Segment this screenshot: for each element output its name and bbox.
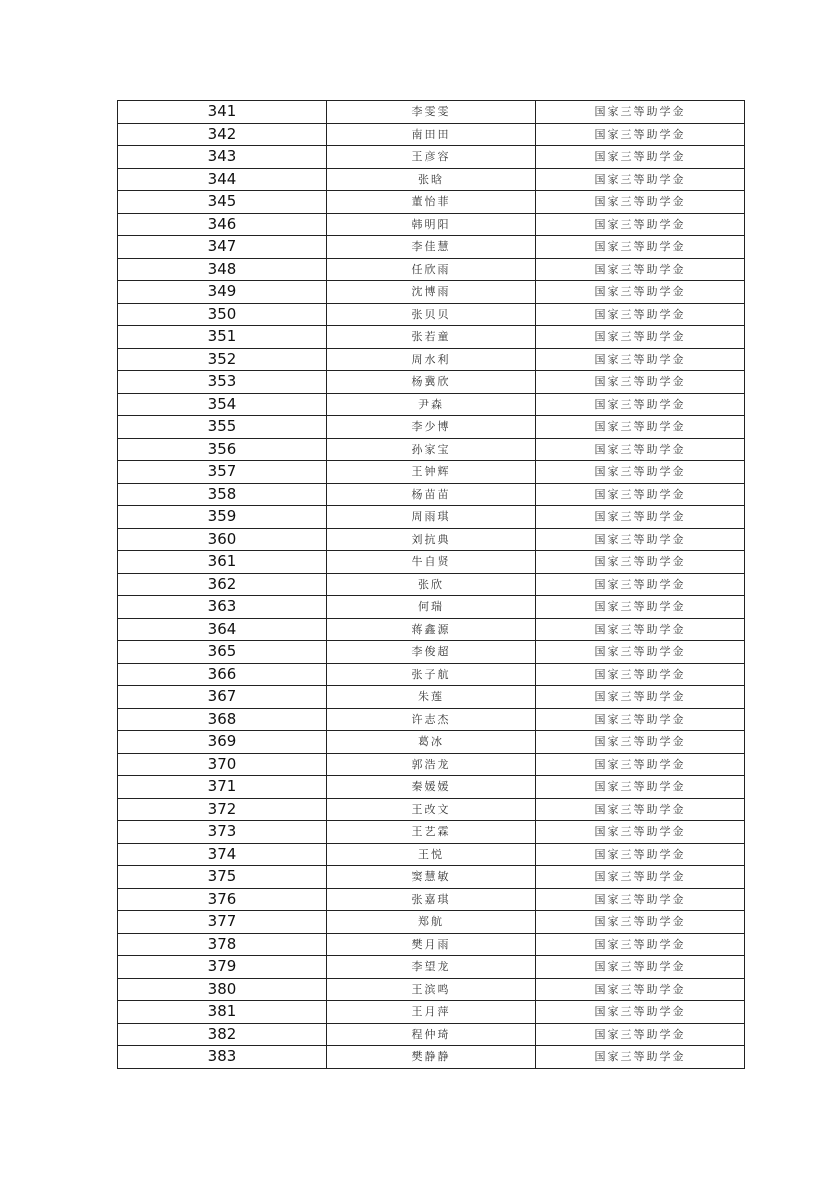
award-type-cell: 国家三等助学金 xyxy=(536,1023,745,1046)
serial-number-cell: 366 xyxy=(118,663,327,686)
award-type-cell: 国家三等助学金 xyxy=(536,911,745,934)
table-row xyxy=(118,528,745,551)
table-row xyxy=(118,236,745,259)
student-name-cell: 尹森 xyxy=(327,393,536,416)
serial-number-cell: 362 xyxy=(118,573,327,596)
student-name-cell: 牛自贤 xyxy=(327,551,536,574)
serial-number-cell: 380 xyxy=(118,978,327,1001)
table-row xyxy=(118,213,745,236)
student-name-cell: 许志杰 xyxy=(327,708,536,731)
award-type-cell: 国家三等助学金 xyxy=(536,821,745,844)
serial-number-cell: 372 xyxy=(118,798,327,821)
student-name-cell: 葛冰 xyxy=(327,731,536,754)
award-list-table xyxy=(117,100,745,1069)
award-type-cell: 国家三等助学金 xyxy=(536,731,745,754)
award-type-cell: 国家三等助学金 xyxy=(536,708,745,731)
table-row xyxy=(118,101,745,124)
table-row xyxy=(118,146,745,169)
award-type-cell: 国家三等助学金 xyxy=(536,506,745,529)
table-row xyxy=(118,258,745,281)
student-name-cell: 王艺霖 xyxy=(327,821,536,844)
student-name-cell: 孙家宝 xyxy=(327,438,536,461)
table-row xyxy=(118,641,745,664)
award-type-cell: 国家三等助学金 xyxy=(536,798,745,821)
serial-number-cell: 374 xyxy=(118,843,327,866)
award-type-cell: 国家三等助学金 xyxy=(536,416,745,439)
award-type-cell: 国家三等助学金 xyxy=(536,663,745,686)
table-row xyxy=(118,1023,745,1046)
student-name-cell: 王彦容 xyxy=(327,146,536,169)
award-type-cell: 国家三等助学金 xyxy=(536,843,745,866)
award-type-cell: 国家三等助学金 xyxy=(536,326,745,349)
student-name-cell: 杨苗苗 xyxy=(327,483,536,506)
serial-number-cell: 347 xyxy=(118,236,327,259)
serial-number-cell: 360 xyxy=(118,528,327,551)
student-name-cell: 张嘉琪 xyxy=(327,888,536,911)
award-type-cell: 国家三等助学金 xyxy=(536,281,745,304)
student-name-cell: 张若童 xyxy=(327,326,536,349)
award-type-cell: 国家三等助学金 xyxy=(536,618,745,641)
award-type-cell: 国家三等助学金 xyxy=(536,551,745,574)
serial-number-cell: 382 xyxy=(118,1023,327,1046)
table-row xyxy=(118,956,745,979)
student-name-cell: 李望龙 xyxy=(327,956,536,979)
student-name-cell: 张子航 xyxy=(327,663,536,686)
student-name-cell: 李雯雯 xyxy=(327,101,536,124)
table-row xyxy=(118,843,745,866)
table-row xyxy=(118,663,745,686)
serial-number-cell: 377 xyxy=(118,911,327,934)
student-name-cell: 任欣雨 xyxy=(327,258,536,281)
student-name-cell: 蒋鑫源 xyxy=(327,618,536,641)
serial-number-cell: 371 xyxy=(118,776,327,799)
student-name-cell: 韩明阳 xyxy=(327,213,536,236)
student-name-cell: 郑航 xyxy=(327,911,536,934)
award-type-cell: 国家三等助学金 xyxy=(536,933,745,956)
student-name-cell: 李少博 xyxy=(327,416,536,439)
table-row xyxy=(118,393,745,416)
student-name-cell: 王悦 xyxy=(327,843,536,866)
serial-number-cell: 381 xyxy=(118,1001,327,1024)
table-row xyxy=(118,371,745,394)
serial-number-cell: 348 xyxy=(118,258,327,281)
award-type-cell: 国家三等助学金 xyxy=(536,236,745,259)
student-name-cell: 窦慧敏 xyxy=(327,866,536,889)
student-name-cell: 王改文 xyxy=(327,798,536,821)
student-name-cell: 樊月雨 xyxy=(327,933,536,956)
serial-number-cell: 346 xyxy=(118,213,327,236)
serial-number-cell: 341 xyxy=(118,101,327,124)
student-name-cell: 张晗 xyxy=(327,168,536,191)
serial-number-cell: 368 xyxy=(118,708,327,731)
student-name-cell: 沈博雨 xyxy=(327,281,536,304)
student-name-cell: 刘抗典 xyxy=(327,528,536,551)
award-type-cell: 国家三等助学金 xyxy=(536,753,745,776)
award-type-cell: 国家三等助学金 xyxy=(536,866,745,889)
award-type-cell: 国家三等助学金 xyxy=(536,371,745,394)
award-type-cell: 国家三等助学金 xyxy=(536,191,745,214)
award-type-cell: 国家三等助学金 xyxy=(536,483,745,506)
serial-number-cell: 353 xyxy=(118,371,327,394)
serial-number-cell: 357 xyxy=(118,461,327,484)
table-row xyxy=(118,281,745,304)
table-row xyxy=(118,326,745,349)
student-name-cell: 王钟辉 xyxy=(327,461,536,484)
serial-number-cell: 379 xyxy=(118,956,327,979)
student-name-cell: 李俊超 xyxy=(327,641,536,664)
serial-number-cell: 345 xyxy=(118,191,327,214)
student-name-cell: 李佳慧 xyxy=(327,236,536,259)
award-list-body xyxy=(118,101,745,1069)
serial-number-cell: 365 xyxy=(118,641,327,664)
award-type-cell: 国家三等助学金 xyxy=(536,776,745,799)
table-row xyxy=(118,461,745,484)
award-type-cell: 国家三等助学金 xyxy=(536,303,745,326)
award-type-cell: 国家三等助学金 xyxy=(536,888,745,911)
table-row xyxy=(118,821,745,844)
award-type-cell: 国家三等助学金 xyxy=(536,686,745,709)
award-type-cell: 国家三等助学金 xyxy=(536,978,745,1001)
student-name-cell: 张欣 xyxy=(327,573,536,596)
serial-number-cell: 356 xyxy=(118,438,327,461)
table-row xyxy=(118,776,745,799)
table-row xyxy=(118,416,745,439)
serial-number-cell: 378 xyxy=(118,933,327,956)
student-name-cell: 王月萍 xyxy=(327,1001,536,1024)
table-row xyxy=(118,191,745,214)
serial-number-cell: 359 xyxy=(118,506,327,529)
serial-number-cell: 343 xyxy=(118,146,327,169)
serial-number-cell: 369 xyxy=(118,731,327,754)
serial-number-cell: 373 xyxy=(118,821,327,844)
student-name-cell: 杨冀欣 xyxy=(327,371,536,394)
student-name-cell: 郭浩龙 xyxy=(327,753,536,776)
award-type-cell: 国家三等助学金 xyxy=(536,956,745,979)
serial-number-cell: 376 xyxy=(118,888,327,911)
table-row xyxy=(118,888,745,911)
award-type-cell: 国家三等助学金 xyxy=(536,146,745,169)
serial-number-cell: 352 xyxy=(118,348,327,371)
table-row xyxy=(118,911,745,934)
serial-number-cell: 342 xyxy=(118,123,327,146)
table-row xyxy=(118,303,745,326)
serial-number-cell: 355 xyxy=(118,416,327,439)
table-row xyxy=(118,978,745,1001)
award-type-cell: 国家三等助学金 xyxy=(536,438,745,461)
serial-number-cell: 375 xyxy=(118,866,327,889)
award-type-cell: 国家三等助学金 xyxy=(536,348,745,371)
student-name-cell: 南田田 xyxy=(327,123,536,146)
student-name-cell: 董怡菲 xyxy=(327,191,536,214)
table-row xyxy=(118,483,745,506)
student-name-cell: 何瑞 xyxy=(327,596,536,619)
student-name-cell: 程仲琦 xyxy=(327,1023,536,1046)
award-type-cell: 国家三等助学金 xyxy=(536,461,745,484)
award-type-cell: 国家三等助学金 xyxy=(536,101,745,124)
table-row xyxy=(118,933,745,956)
table-row xyxy=(118,438,745,461)
award-type-cell: 国家三等助学金 xyxy=(536,641,745,664)
table-row xyxy=(118,506,745,529)
award-type-cell: 国家三等助学金 xyxy=(536,258,745,281)
serial-number-cell: 350 xyxy=(118,303,327,326)
award-type-cell: 国家三等助学金 xyxy=(536,168,745,191)
table-row xyxy=(118,1046,745,1069)
student-name-cell: 朱莲 xyxy=(327,686,536,709)
student-name-cell: 周水利 xyxy=(327,348,536,371)
table-row xyxy=(118,123,745,146)
serial-number-cell: 354 xyxy=(118,393,327,416)
student-name-cell: 樊静静 xyxy=(327,1046,536,1069)
serial-number-cell: 361 xyxy=(118,551,327,574)
student-name-cell: 王滨鸣 xyxy=(327,978,536,1001)
serial-number-cell: 383 xyxy=(118,1046,327,1069)
table-row xyxy=(118,573,745,596)
award-type-cell: 国家三等助学金 xyxy=(536,1001,745,1024)
serial-number-cell: 358 xyxy=(118,483,327,506)
award-type-cell: 国家三等助学金 xyxy=(536,123,745,146)
serial-number-cell: 349 xyxy=(118,281,327,304)
table-row xyxy=(118,618,745,641)
serial-number-cell: 367 xyxy=(118,686,327,709)
table-row xyxy=(118,1001,745,1024)
table-row xyxy=(118,753,745,776)
award-type-cell: 国家三等助学金 xyxy=(536,393,745,416)
table-row xyxy=(118,708,745,731)
table-row xyxy=(118,686,745,709)
student-name-cell: 张贝贝 xyxy=(327,303,536,326)
serial-number-cell: 344 xyxy=(118,168,327,191)
award-type-cell: 国家三等助学金 xyxy=(536,1046,745,1069)
student-name-cell: 周雨琪 xyxy=(327,506,536,529)
table-row xyxy=(118,798,745,821)
award-type-cell: 国家三等助学金 xyxy=(536,596,745,619)
table-row xyxy=(118,551,745,574)
table-row xyxy=(118,866,745,889)
award-type-cell: 国家三等助学金 xyxy=(536,528,745,551)
student-name-cell: 秦媛媛 xyxy=(327,776,536,799)
table-row xyxy=(118,168,745,191)
serial-number-cell: 370 xyxy=(118,753,327,776)
serial-number-cell: 351 xyxy=(118,326,327,349)
table-row xyxy=(118,596,745,619)
award-type-cell: 国家三等助学金 xyxy=(536,573,745,596)
table-row xyxy=(118,348,745,371)
table-row xyxy=(118,731,745,754)
serial-number-cell: 363 xyxy=(118,596,327,619)
serial-number-cell: 364 xyxy=(118,618,327,641)
award-type-cell: 国家三等助学金 xyxy=(536,213,745,236)
